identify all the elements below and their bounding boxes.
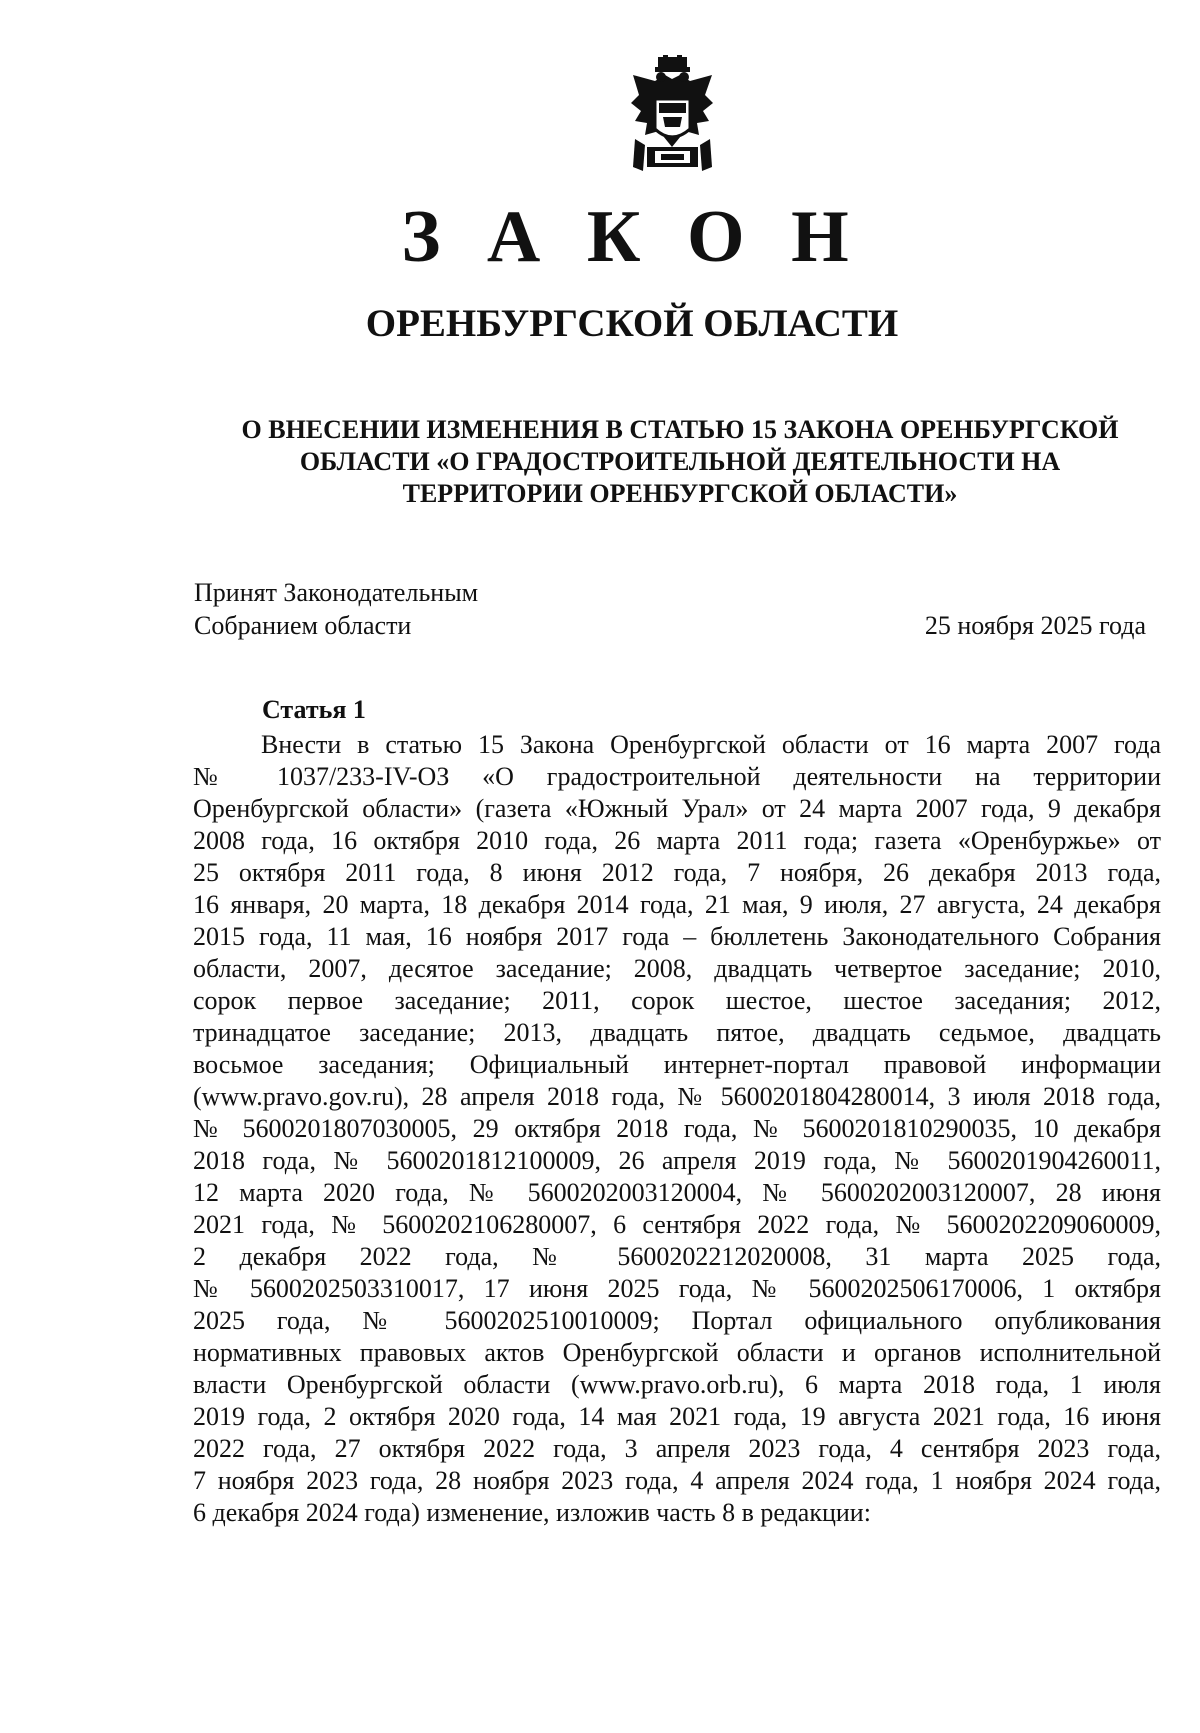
article-line: Оренбургской области» (газета «Южный Урал» от 24 марта 2007 года, 9 декабря — [193, 794, 1161, 823]
article-line: 2022 года, 27 октября 2022 года, 3 апреля 2023 года, 4 сентября 2023 года, — [193, 1434, 1161, 1463]
article-line: № 1037/233-IV-ОЗ «О градостроительной деятельности на территории — [193, 762, 1161, 791]
article-line: восьмое заседания; Официальный интернет-портал правовой информации — [193, 1050, 1161, 1079]
article-line: 2018 года, № 5600201812100009, 26 апреля 2019 года, № 5600201904260011, — [193, 1146, 1161, 1175]
document-subtitle: ОРЕНБУРГСКОЙ ОБЛАСТИ — [365, 302, 899, 345]
article-line: 2025 года, № 5600202510010009; Портал официального опубликования — [193, 1306, 1161, 1335]
law-heading — [194, 414, 1166, 510]
article-line: тринадцатое заседание; 2013, двадцать пятое, двадцать седьмое, двадцать — [193, 1018, 1161, 1047]
article-line: 2019 года, 2 октября 2020 года, 14 мая 2021 года, 19 августа 2021 года, 16 июня — [193, 1402, 1161, 1431]
article-line: власти Оренбургской области (www.pravo.orb.ru), 6 марта 2018 года, 1 июля — [193, 1370, 1161, 1399]
article-line: сорок первое заседание; 2011, сорок шестое, шестое заседания; 2012, — [193, 986, 1161, 1015]
article-line: (www.pravo.gov.ru), 28 апреля 2018 года, № 5600201804280014, 3 июля 2018 года, — [193, 1082, 1161, 1111]
article-line: 2008 года, 16 октября 2010 года, 26 марта 2011 года; газета «Оренбуржье» от — [193, 826, 1161, 855]
article-line: 12 марта 2020 года, № 5600202003120004, № 5600202003120007, 28 июня — [193, 1178, 1161, 1207]
article-line: 2015 года, 11 мая, 16 ноября 2017 года – бюллетень Законодательного Собрания — [193, 922, 1161, 951]
article-title: Статья 1 — [262, 695, 366, 724]
article-line: 6 декабря 2024 года) изменение, изложив часть 8 в редакции: — [193, 1498, 871, 1527]
article-line: № 5600202503310017, 17 июня 2025 года, № 5600202506170006, 1 октября — [193, 1274, 1161, 1303]
article-line: 2 декабря 2022 года, № 5600202212020008, 31 марта 2025 года, — [193, 1242, 1161, 1271]
article-line: 25 октября 2011 года, 8 июня 2012 года, 7 ноября, 26 декабря 2013 года, — [193, 858, 1161, 887]
article-line: 16 января, 20 марта, 18 декабря 2014 года, 21 мая, 9 июля, 27 августа, 24 декабря — [193, 890, 1161, 919]
article-line: № 5600201807030005, 29 октября 2018 года, № 5600201810290035, 10 декабря — [193, 1114, 1161, 1143]
document-title: З А К О Н — [401, 196, 863, 278]
adoption-block — [194, 576, 478, 642]
article-line: нормативных правовых актов Оренбургской области и органов исполнительной — [193, 1338, 1161, 1367]
adoption-date: 25 ноября 2025 года — [924, 611, 1146, 640]
article-line: Внести в статью 15 Закона Оренбургской области от 16 марта 2007 года — [261, 730, 1161, 759]
adopted-by-line-2: Собранием области — [194, 611, 412, 640]
heading-line: ТЕРРИТОРИИ ОРЕНБУРГСКОЙ ОБЛАСТИ» — [402, 479, 958, 508]
adopted-by-line-1: Принят Законодательным — [194, 578, 479, 607]
heading-line: ОБЛАСТИ «О ГРАДОСТРОИТЕЛЬНОЙ ДЕЯТЕЛЬНОСТИ НА — [299, 447, 1061, 476]
article-line: 2021 года, № 5600202106280007, 6 сентября 2022 года, № 5600202209060009, — [193, 1210, 1161, 1239]
article-line: 7 ноября 2023 года, 28 ноября 2023 года, 4 апреля 2024 года, 1 ноября 2024 года, — [193, 1466, 1161, 1495]
article-body — [193, 729, 1161, 1529]
article-line: области, 2007, десятое заседание; 2008, двадцать четвертое заседание; 2010, — [193, 954, 1161, 983]
heading-line: О ВНЕСЕНИИ ИЗМЕНЕНИЯ В СТАТЬЮ 15 ЗАКОНА ОРЕНБУРГСКОЙ — [241, 415, 1119, 444]
coat-of-arms-icon — [625, 55, 720, 175]
